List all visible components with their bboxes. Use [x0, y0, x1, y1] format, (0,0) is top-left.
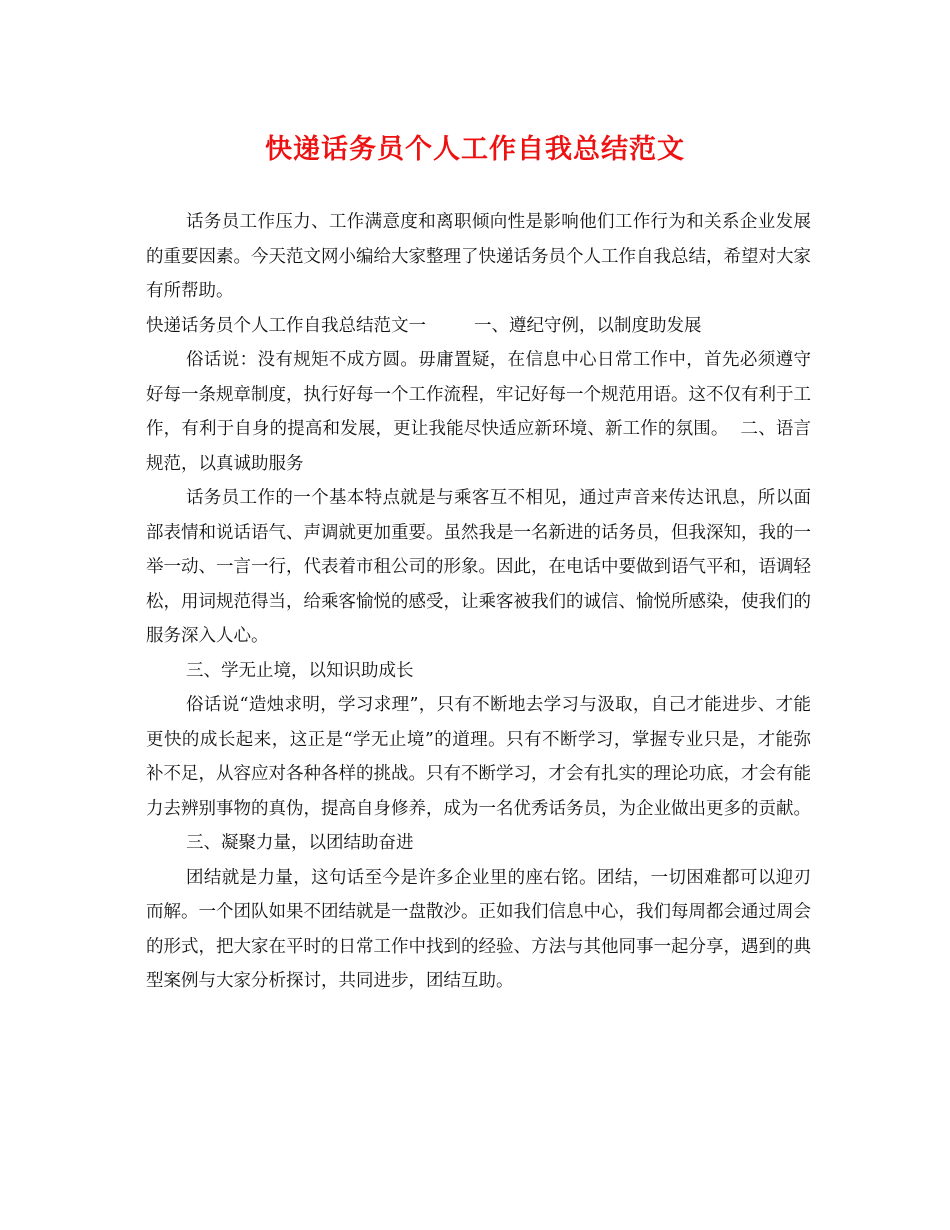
section-3-paragraph: 俗话说“造烛求明，学习求理”，只有不断地去学习与汲取，自己才能进步、才能更快的成长起来，这正是“学无止境”的道理。只有不断学习，掌握专业只是，才能弥补不足，从容应对各种各样的挑战。只有不断学习，才会有扎实的理论功底，才会有能力去辨别事物的真伪，提高自身修养，成为一名优秀话务员，为企业做出更多的贡献。 — [146, 695, 811, 819]
document-subtitle: 快递话务员个人工作自我总结范文一 — [146, 315, 426, 336]
section-heading-line — [146, 309, 811, 344]
section-heading-3: 三、学无止境，以知识助成长 — [186, 660, 414, 681]
section-4-paragraph: 团结就是力量，这句话至今是许多企业里的座右铭。团结，一切困难都可以迎刃而解。一个团队如果不团结就是一盘散沙。正如我们信息中心，我们每周都会通过周会的形式，把大家在平时的日常工作中找到的经验、方法与其他同事一起分享，遇到的典型案例与大家分析探讨，共同进步，团结互助。 — [146, 867, 811, 991]
section-1-text: 俗话说：没有规矩不成方圆。毋庸置疑，在信息中心日常工作中，首先必须遵守好每一条规章制度，执行好每一个工作流程，牢记好每一个规范用语。这不仅有利于工作，有利于自身的提高和发展，更让我能尽快适应新环境、新工作的氛围。 — [146, 350, 811, 439]
intro-paragraph: 话务员工作压力、工作满意度和离职倾向性是影响他们工作行为和关系企业发展的重要因素。今天范文网小编给大家整理了快递话务员个人工作自我总结，希望对大家有所帮助。 — [146, 212, 811, 301]
document-body — [146, 205, 811, 999]
section-1-paragraph — [146, 343, 811, 481]
section-2-paragraph: 话务员工作的一个基本特点就是与乘客互不相见，通过声音来传达讯息，所以面部表情和说话语气、声调就更加重要。虽然我是一名新进的话务员，但我深知，我的一举一动、一言一行，代表着市租公司的形象。因此，在电话中要做到语气平和，语调轻松，用词规范得当，给乘客愉悦的感受，让乘客被我们的诚信、愉悦所感染，使我们的服务深入人心。 — [146, 488, 811, 646]
page-title: 快递话务员个人工作自我总结范文 — [265, 134, 685, 165]
section-heading-4: 三、凝聚力量，以团结助奋进 — [186, 833, 414, 853]
section-heading-1: 一、遵纪守例，以制度助发展 — [474, 315, 702, 336]
section-heading-2: 二、语言规范，以真诚助服务 — [146, 419, 812, 474]
